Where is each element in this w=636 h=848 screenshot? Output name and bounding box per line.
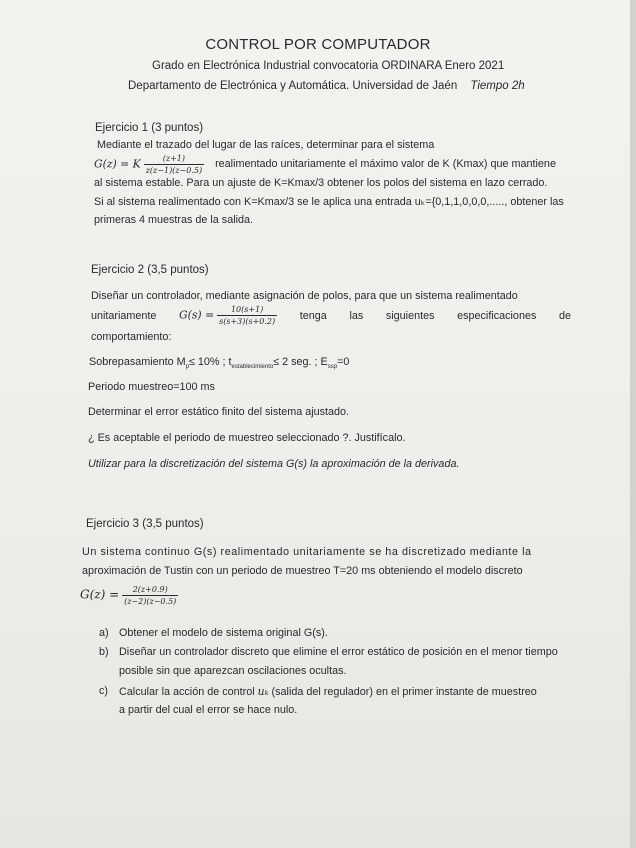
ej2-line3: comportamiento: [91,331,172,343]
ej3-line1-text: Un sistema continuo G(s) realimentado unitariamente se ha discretizado mediante la [82,546,532,558]
spec-overshoot: Sobrepasamiento M [89,356,186,368]
ej2-line1: Diseñar un controlador, mediante asignación de polos, para que un sistema realimentado [91,290,518,302]
ej2-equation [179,304,277,327]
ej3-eq-denominator: (z−2)(z−0.5) [124,597,177,606]
ej2-question2: ¿ Es aceptable el periodo de muestreo seleccionado ?. Justifícalo. [88,432,406,444]
ej3-item-c-line1 [119,685,537,698]
ej1-eq-lhs: G(z) = K [94,157,141,171]
ej3-item-b-line1: Diseñar un controlador discreto que elimine el error estático de posición en el menor tiempo [119,646,558,658]
spec-error: ≤ 2 seg. ; E [273,356,328,368]
department-text: Departamento de Electrónica y Automática. Universidad de Jaén [128,80,458,92]
page-title: CONTROL POR COMPUTADOR [205,36,431,53]
ej3-line1 [82,546,578,558]
ej2-eq-fraction [217,304,277,327]
ej3-item-a: Obtener el modelo de sistema original G(s). [119,627,328,639]
exam-duration: Tiempo 2h [470,80,525,92]
ej2-word: tenga [299,309,327,322]
ej3-item-c-line2: a partir del cual el error se hace nulo. [119,704,298,716]
ej2-equation-line [91,304,571,327]
ej3-eq-numerator: 2(z+0.9) [122,584,178,596]
ej1-line1: Mediante el trazado del lugar de las raíces, determinar para el sistema [97,139,435,151]
ej1-line2: realimentado unitariamente el máximo valor de K (Kmax) que mantiene [215,158,556,171]
ej2-eq-lhs: G(s) = [179,308,215,322]
ej3-eq-lhs: G(z) = [80,587,120,602]
spec-error-value: =0 [337,356,350,368]
ej3-c-text-a: Calcular la acción de control [119,686,258,698]
ej3-item-b-marker: b) [99,646,109,658]
spec-settling-sub: establecimiento [231,364,274,371]
ej2-heading: Ejercicio 2 (3,5 puntos) [91,264,209,276]
ej2-question1: Determinar el error estático finito del sistema ajustado. [88,406,350,418]
ej1-line3: al sistema estable. Para un ajuste de K=Kmax/3 obtener los polos del sistema en lazo cerrado. [94,177,548,189]
ej3-item-c-marker: c) [99,685,108,697]
ej2-word: siguientes [385,309,435,322]
ej3-item-a-marker: a) [99,627,109,639]
ej1-line4: Si al sistema realimentado con K=Kmax/3 se le aplica una entrada uₖ={0,1,1,0,0,0,....., obtener las [94,196,564,208]
ej3-eq-fraction [122,584,178,607]
header-department [128,80,525,92]
ej2-word: de [558,309,571,322]
ej3-heading: Ejercicio 3 (3,5 puntos) [86,518,204,530]
ej3-line2: aproximación de Tustin con un periodo de muestreo T=20 ms obteniendo el modelo discreto [82,565,523,577]
ej3-c-text-b: (salida del regulador) en el primer instante de muestreo [268,686,537,698]
ej3-item-b-line2: posible sin que aparezcan oscilaciones ocultas. [119,665,347,677]
ej1-heading: Ejercicio 1 (3 puntos) [95,122,204,134]
spec-overshoot-sub: p [185,364,189,371]
page-edge [630,0,636,848]
ej2-word: especificaciones [457,309,537,322]
ej2-line2-start: unitariamente [91,309,157,322]
ej3-c-variable: uₖ [257,685,269,698]
ej2-note: Utilizar para la discretización del sistema G(s) la aproximación de la derivada. [88,458,460,470]
ej1-line5: primeras 4 muestras de la salida. [94,214,254,226]
ej2-eq-denominator: s(s+3)(s+0.2) [219,317,276,326]
ej1-eq-numerator: (z+1) [144,153,204,165]
spec-error-sub: ssp [327,364,338,371]
ej1-equation-line [94,153,556,176]
ej3-equation [80,584,178,607]
ej1-eq-denominator: z(z−1)(z−0.5) [145,166,203,175]
ej2-specs [89,356,349,370]
ej2-period: Periodo muestreo=100 ms [88,381,215,393]
spec-settling: ≤ 10% ; t [188,356,232,368]
header-degree: Grado en Electrónica Industrial convocatoria ORDINARA Enero 2021 [152,60,505,72]
ej1-eq-fraction [144,153,204,176]
ej2-word: las [349,309,364,322]
ej2-eq-numerator: 10(s+1) [217,304,277,316]
